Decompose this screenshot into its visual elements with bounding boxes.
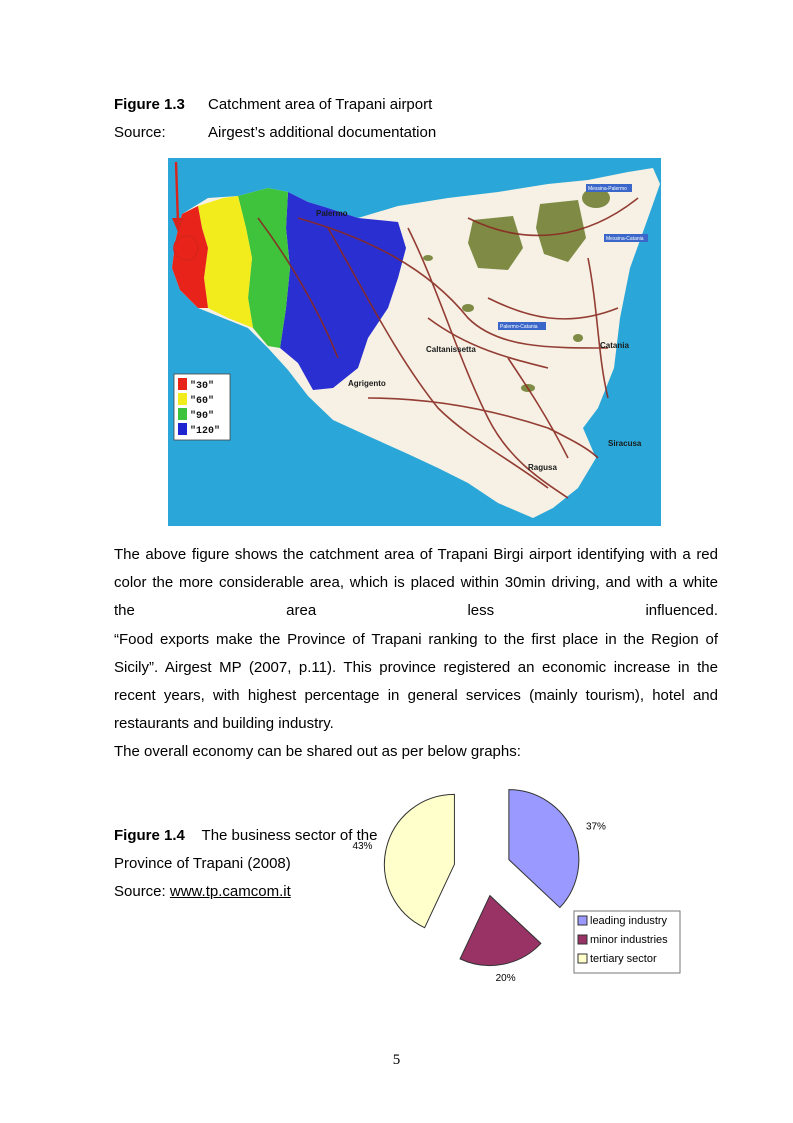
- paragraph-3: The overall economy can be shared out as per below graphs:: [114, 743, 521, 761]
- place-palermo: Palermo: [316, 209, 348, 218]
- figure-1-3-label: Figure 1.3: [114, 96, 185, 113]
- body-text: [114, 541, 718, 767]
- map-legend: [174, 374, 230, 440]
- legend-swatch-tertiary-sector: [578, 954, 587, 963]
- legend-label-60: "60": [190, 396, 215, 407]
- place-catania: Catania: [600, 341, 629, 350]
- label-palermo-catania: Palermo-Catania: [500, 324, 538, 330]
- business-sector-pie-chart: [352, 788, 695, 985]
- legend-label-120: "120": [190, 426, 221, 437]
- pie-label-leading-industry: 37%: [585, 821, 606, 833]
- legend-swatch-minor-industries: [578, 935, 587, 944]
- place-caltanissetta: Caltanissetta: [426, 345, 476, 354]
- paragraph-2: “Food exports make the Province of Trapani ranking to the first place in the Region of Sicily”. Airgest MP (2007, p.11). This province registered an economic increase in the recent years, with highest percentage in general services (mainly tourism), hotel and restaurants and building industry.: [114, 630, 718, 733]
- place-agrigento: Agrigento: [348, 379, 386, 388]
- figure-1-3-source: [114, 124, 436, 142]
- figure-1-3-source-label: Source:: [114, 124, 166, 141]
- legend-swatch-120: [178, 423, 187, 435]
- legend-swatch-leading-industry: [578, 916, 587, 925]
- pie-label-tertiary-sector: 43%: [352, 841, 373, 853]
- label-messina-catania: Messina-Catania: [606, 236, 644, 242]
- figure-1-3-source-text: Airgest’s additional documentation: [208, 124, 437, 141]
- figure-1-3-title: Catchment area of Trapani airport: [208, 96, 433, 113]
- pie-slice-minor-industries: [460, 896, 541, 966]
- pie-slice-tertiary-sector: [384, 794, 454, 927]
- pie-legend: [574, 911, 680, 973]
- legend-swatch-30: [178, 378, 187, 390]
- figure-1-3-caption: [114, 96, 432, 114]
- figure-1-4-title-line2: Province of Trapani (2008): [114, 855, 291, 872]
- legend-label-90: "90": [190, 411, 215, 422]
- paragraph-1: The above figure shows the catchment area of Trapani Birgi airport identifying with a red color the more considerable area, which is placed within 30min driving, and with a white the area less influenced.: [114, 546, 718, 620]
- place-ragusa: Ragusa: [528, 463, 557, 472]
- figure-1-4-title-line1: The business sector of the: [201, 827, 378, 844]
- legend-label-leading-industry: leading industry: [590, 915, 668, 927]
- source-link[interactable]: www.tp.camcom.it: [169, 883, 291, 900]
- pie-slice-leading-industry: [509, 790, 579, 908]
- figure-1-4-caption: [114, 822, 377, 906]
- legend-swatch-90: [178, 408, 187, 420]
- place-siracusa: Siracusa: [608, 439, 642, 448]
- label-messina-palermo: Messina-Palermo: [588, 186, 627, 192]
- legend-label-minor-industries: minor industries: [590, 934, 668, 946]
- page-number: 5: [392, 1052, 401, 1068]
- figure-1-4-source-label: Source:: [114, 883, 166, 900]
- legend-label-30: "30": [190, 381, 215, 392]
- legend-swatch-60: [178, 393, 187, 405]
- pie-label-minor-industries: 20%: [495, 973, 516, 985]
- sicily-catchment-map: [168, 158, 661, 526]
- figure-1-4-label: Figure 1.4: [114, 827, 185, 844]
- legend-label-tertiary-sector: tertiary sector: [590, 953, 657, 965]
